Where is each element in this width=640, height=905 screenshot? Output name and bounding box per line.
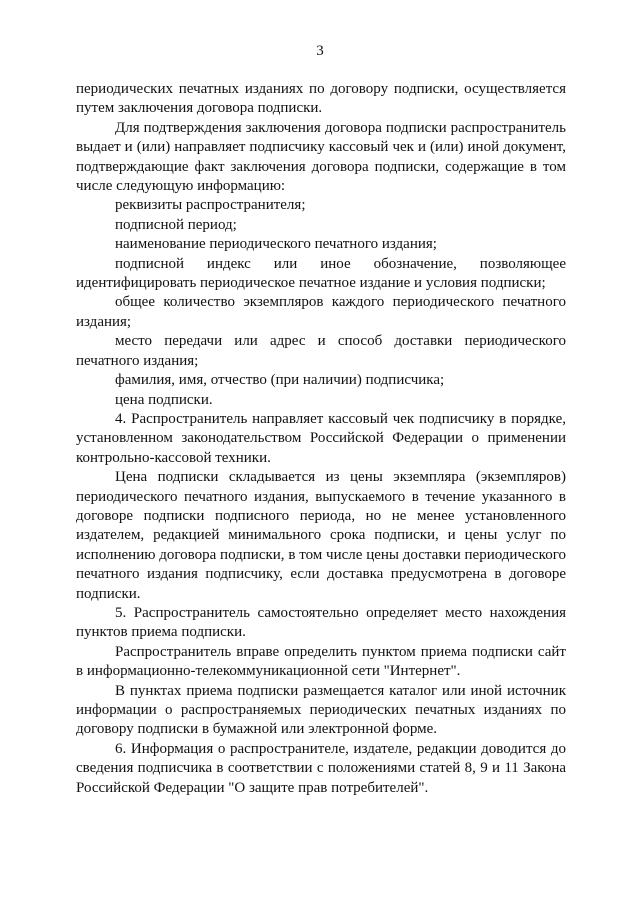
paragraph: Для подтверждения заключения договора подписки распространитель выдает и (или) направляет подписчику кассовый чек и (или) иной документ, подтверждающие факт заключения договора подписки, содержащие в том числе следующую информацию: bbox=[76, 119, 566, 195]
list-item: место передачи или адрес и способ доставки периодического печатного издания; bbox=[76, 333, 566, 369]
page-number: 3 bbox=[316, 43, 324, 59]
paragraph: периодических печатных изданиях по договору подписки, осуществляется путем заключения договора подписки. bbox=[76, 81, 566, 117]
list-item: общее количество экземпляров каждого периодического печатного издания; bbox=[76, 294, 566, 330]
document-body bbox=[76, 80, 566, 798]
list-item: фамилия, имя, отчество (при наличии) подписчика; bbox=[115, 372, 445, 389]
paragraph: Цена подписки складывается из цены экземпляра (экземпляров) периодического печатного издания, выпускаемого в течение указанного в договоре подписки подписного периода, но не менее установленного издателем, редакцией минимального срока подписки, и цены услуг по исполнению договора подписки, в том числе цены доставки периодического печатного издания подписчику, если доставка предусмотрена в договоре подписки. bbox=[76, 469, 566, 602]
paragraph: 5. Распространитель самостоятельно определяет место нахождения пунктов приема подписки. bbox=[76, 604, 566, 641]
paragraph: В пунктах приема подписки размещается каталог или иной источник информации о распространяемых периодических печатных изданиях по договору подписки в бумажной или электронной форме. bbox=[76, 682, 566, 738]
paragraph: 6. Информация о распространителе, издателе, редакции доводится до сведения подписчика в соответствии с положениями статей 8, 9 и 11 Закона Российской Федерации "О защите прав потребителей". bbox=[76, 740, 566, 796]
list-item: подписной индекс или иное обозначение, позволяющее идентифицировать периодическое печатное издание и условия подписки; bbox=[76, 255, 566, 292]
paragraph: 4. Распространитель направляет кассовый чек подписчику в порядке, установленном законодательством Российской Федерации о применении контрольно-кассовой техники. bbox=[76, 410, 566, 466]
list-item: подписной период; bbox=[115, 216, 237, 233]
list-item: наименование периодического печатного издания; bbox=[115, 236, 437, 253]
list-item: реквизиты распространителя; bbox=[115, 197, 306, 214]
paragraph: Распространитель вправе определить пунктом приема подписки сайт в информационно-телекоммуникационной сети "Интернет". bbox=[76, 643, 566, 680]
list-item: цена подписки. bbox=[115, 391, 213, 408]
